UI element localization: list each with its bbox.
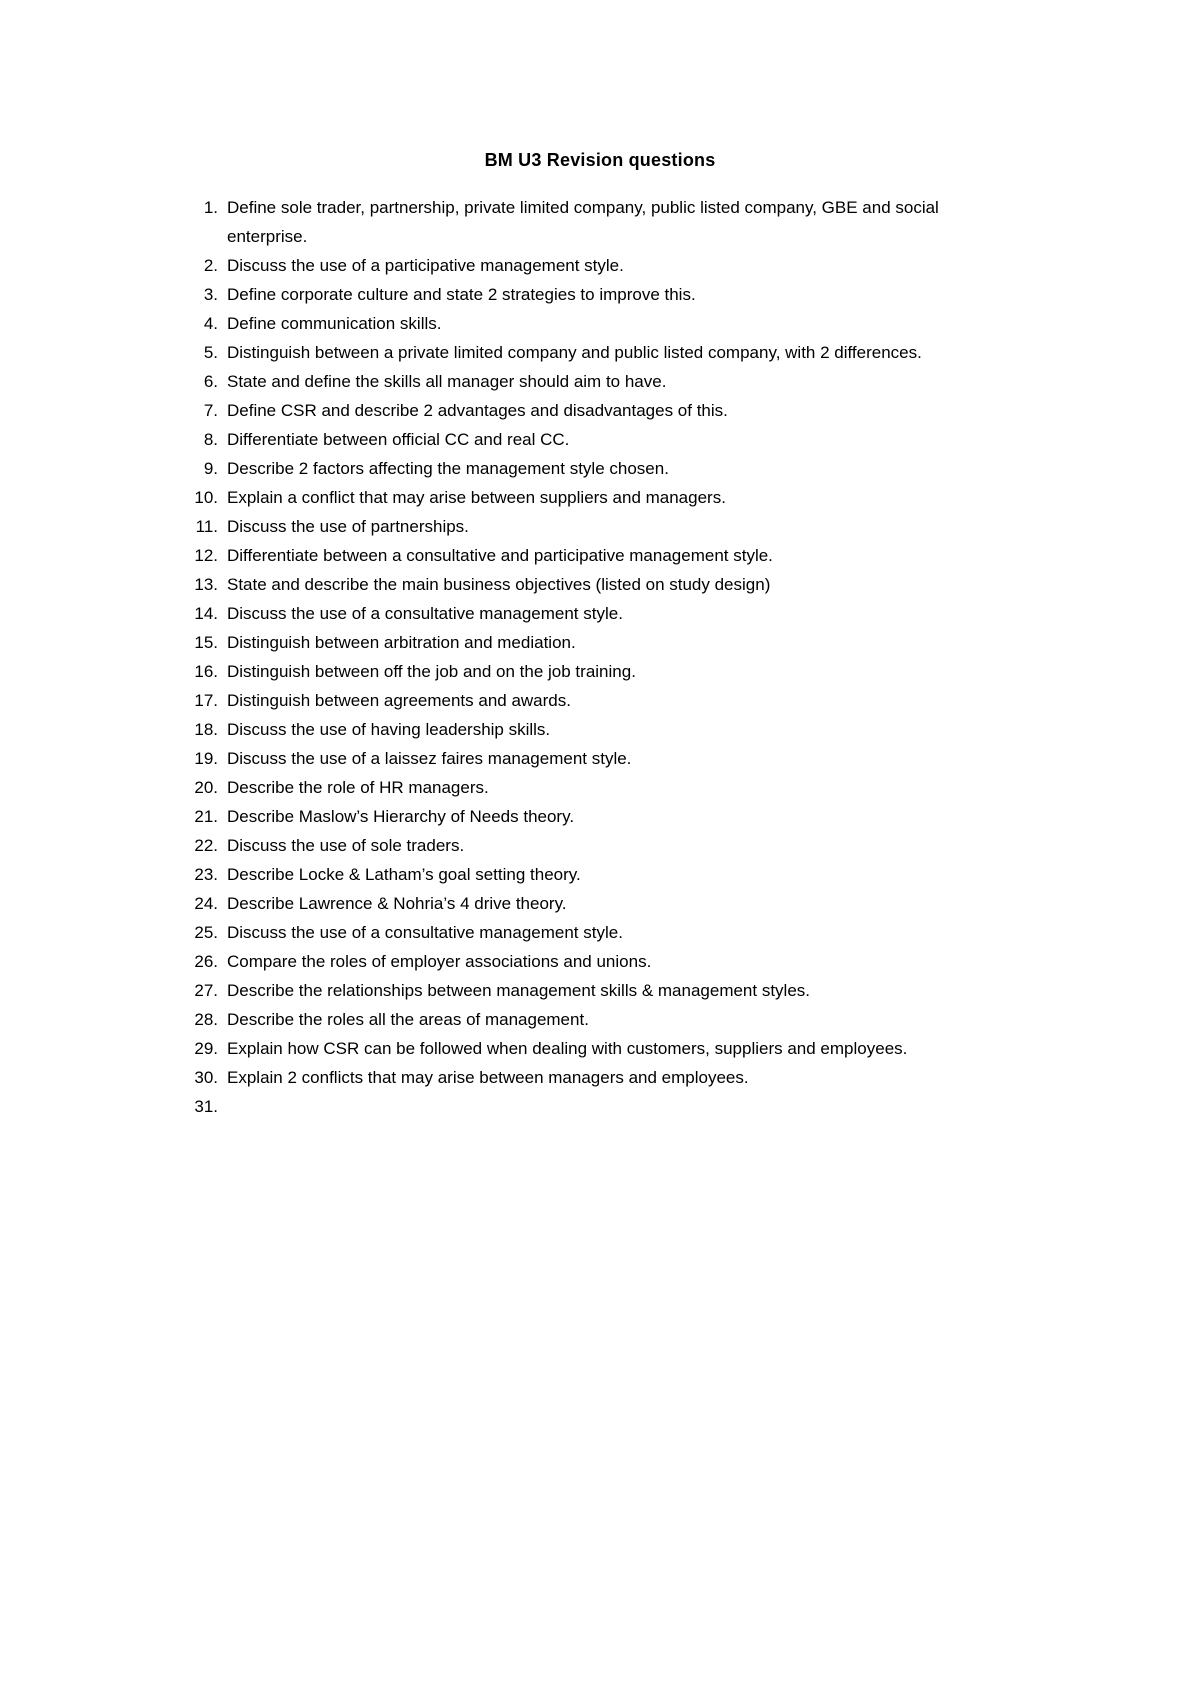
question-text: Discuss the use of a participative management style. xyxy=(227,256,624,275)
question-text: Distinguish between a private limited company and public listed company, with 2 differences. xyxy=(227,343,922,362)
question-item xyxy=(178,251,1078,280)
question-item xyxy=(178,570,1078,599)
question-number: 26. xyxy=(194,952,218,971)
question-text: Describe Maslow’s Hierarchy of Needs theory. xyxy=(227,807,575,826)
question-number: 12. xyxy=(194,546,218,565)
question-number: 19. xyxy=(194,749,218,768)
question-item xyxy=(178,889,1078,918)
question-item xyxy=(178,512,1078,541)
question-item xyxy=(178,454,1078,483)
question-item xyxy=(178,628,1078,657)
question-item xyxy=(178,715,1078,744)
question-text: Define corporate culture and state 2 strategies to improve this. xyxy=(227,285,696,304)
question-number: 6. xyxy=(203,372,218,391)
question-item xyxy=(178,367,1078,396)
question-number: 14. xyxy=(194,604,218,623)
question-item xyxy=(178,918,1078,947)
question-number: 22. xyxy=(194,836,218,855)
question-item xyxy=(178,773,1078,802)
question-number: 29. xyxy=(194,1039,218,1058)
question-text: Differentiate between a consultative and participative management style. xyxy=(227,546,773,565)
question-item xyxy=(178,657,1078,686)
question-text: Differentiate between official CC and real CC. xyxy=(227,430,570,449)
question-item xyxy=(178,193,1078,251)
question-item xyxy=(178,831,1078,860)
question-item xyxy=(178,947,1078,976)
question-text: Distinguish between arbitration and mediation. xyxy=(227,633,576,652)
question-text: Define sole trader, partnership, private limited company, public listed company, GBE and social enterprise. xyxy=(227,198,939,246)
question-text: Discuss the use of partnerships. xyxy=(227,517,469,536)
document-title: BM U3 Revision questions xyxy=(484,150,716,170)
question-text: Compare the roles of employer associations and unions. xyxy=(227,952,652,971)
question-text: Explain 2 conflicts that may arise between managers and employees. xyxy=(227,1068,749,1087)
question-item xyxy=(178,599,1078,628)
question-number: 23. xyxy=(194,865,218,884)
question-item xyxy=(178,425,1078,454)
question-number: 20. xyxy=(194,778,218,797)
question-item xyxy=(178,1063,1078,1092)
question-number: 25. xyxy=(194,923,218,942)
question-item xyxy=(178,802,1078,831)
question-number: 3. xyxy=(203,285,218,304)
question-text: Describe Locke & Latham’s goal setting theory. xyxy=(227,865,581,884)
question-number: 8. xyxy=(203,430,218,449)
question-number: 27. xyxy=(194,981,218,1000)
question-number: 30. xyxy=(194,1068,218,1087)
question-item xyxy=(178,541,1078,570)
question-item xyxy=(178,744,1078,773)
question-item xyxy=(178,1034,1078,1063)
question-text: Discuss the use of sole traders. xyxy=(227,836,465,855)
question-text: Distinguish between agreements and awards. xyxy=(227,691,571,710)
question-number: 15. xyxy=(194,633,218,652)
question-number: 11. xyxy=(195,517,218,536)
question-text: State and define the skills all manager should aim to have. xyxy=(227,372,667,391)
question-item xyxy=(178,338,1078,367)
question-item xyxy=(178,1005,1078,1034)
question-text: Describe the role of HR managers. xyxy=(227,778,489,797)
question-number: 1. xyxy=(203,198,218,217)
question-text: Describe the roles all the areas of management. xyxy=(227,1010,589,1029)
question-item xyxy=(178,396,1078,425)
question-number: 28. xyxy=(194,1010,218,1029)
question-text: Discuss the use of having leadership skills. xyxy=(227,720,551,739)
question-text: Distinguish between off the job and on the job training. xyxy=(227,662,636,681)
question-item xyxy=(178,976,1078,1005)
question-text: State and describe the main business objectives (listed on study design) xyxy=(227,575,771,594)
question-number: 9. xyxy=(203,459,218,478)
question-number: 21. xyxy=(194,807,218,826)
question-number: 17. xyxy=(194,691,218,710)
question-text: Discuss the use of a consultative management style. xyxy=(227,923,623,942)
question-text: Define CSR and describe 2 advantages and disadvantages of this. xyxy=(227,401,728,420)
question-text: Discuss the use of a consultative management style. xyxy=(227,604,623,623)
question-number: 31. xyxy=(194,1097,218,1116)
question-item xyxy=(178,280,1078,309)
question-number: 16. xyxy=(194,662,218,681)
question-text: Discuss the use of a laissez faires management style. xyxy=(227,749,632,768)
question-number: 7. xyxy=(203,401,218,420)
question-number: 24. xyxy=(194,894,218,913)
question-item xyxy=(178,483,1078,512)
question-number: 4. xyxy=(203,314,218,333)
question-number: 10. xyxy=(194,488,218,507)
question-number: 2. xyxy=(203,256,218,275)
question-text: Explain how CSR can be followed when dealing with customers, suppliers and employees. xyxy=(227,1039,908,1058)
question-item xyxy=(178,860,1078,889)
question-text: Define communication skills. xyxy=(227,314,442,333)
question-number: 13. xyxy=(194,575,218,594)
question-text: Describe 2 factors affecting the management style chosen. xyxy=(227,459,669,478)
question-text: Explain a conflict that may arise between suppliers and managers. xyxy=(227,488,726,507)
question-number: 5. xyxy=(203,343,218,362)
question-list xyxy=(178,193,1078,1121)
question-text: Describe Lawrence & Nohria’s 4 drive theory. xyxy=(227,894,567,913)
question-item xyxy=(178,309,1078,338)
question-item xyxy=(178,686,1078,715)
question-text: Describe the relationships between management skills & management styles. xyxy=(227,981,811,1000)
question-item xyxy=(178,1092,1078,1121)
question-number: 18. xyxy=(194,720,218,739)
